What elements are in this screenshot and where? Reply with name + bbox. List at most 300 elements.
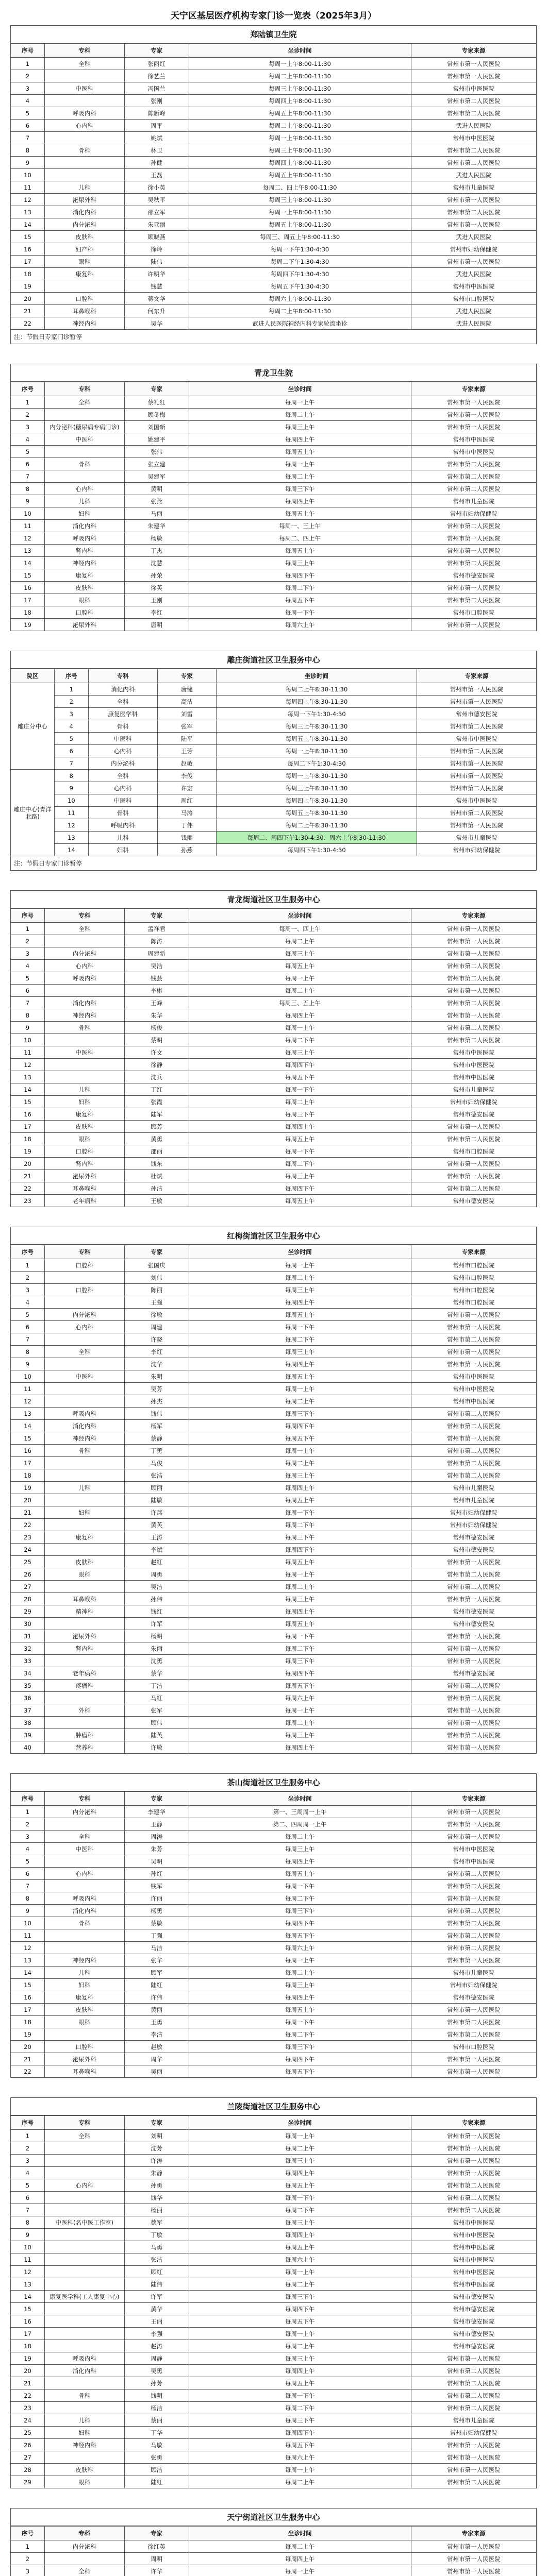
expert-name: 钱军: [124, 1880, 189, 1892]
row-number: 8: [11, 1346, 45, 1358]
table-row: [11, 1071, 537, 1083]
expert-source: 常州市儿童医院: [411, 495, 536, 507]
table-row: [11, 132, 537, 144]
row-number: 26: [11, 2439, 45, 2451]
specialty: 内分泌科: [44, 1806, 124, 1818]
row-number: 30: [11, 1618, 45, 1630]
row-number: 1: [11, 2130, 45, 2142]
expert-name: 吴华: [124, 317, 189, 330]
expert-source: 常州市第二人民医院: [411, 1581, 536, 1593]
expert-name: 许丽: [124, 1892, 189, 1905]
row-number: 23: [11, 1531, 45, 1544]
clinic-time: 每周一下午: [189, 1083, 411, 1096]
specialty: 儿科: [88, 832, 157, 844]
clinic-time: 每周三上午: [189, 1593, 411, 1605]
expert-source: 常州市第二人民医院: [417, 782, 536, 794]
table-row: [11, 757, 537, 770]
row-number: 2: [11, 2142, 45, 2155]
table-row: [11, 683, 537, 696]
expert-name: 冯国兰: [124, 82, 189, 95]
row-number: 20: [11, 1158, 45, 1170]
table-row: [11, 1544, 537, 1556]
table-row: [11, 181, 537, 194]
row-number: 8: [11, 483, 45, 495]
table-row: [11, 2565, 537, 2576]
row-number: 7: [11, 132, 45, 144]
specialty: 全科: [44, 396, 124, 409]
clinic-time: 每周二上午: [189, 2540, 411, 2553]
specialty: 泌尿外科: [44, 619, 124, 631]
expert-source: 常州市第二人民医院: [411, 1942, 536, 1954]
specialty: [44, 1519, 124, 1531]
table-row: [11, 819, 537, 832]
clinic-time: 每周四上午: [189, 1009, 411, 1022]
header-row: [11, 2116, 537, 2130]
clinic-time: 每周一上午: [189, 1383, 411, 1395]
expert-name: 吴明: [124, 1855, 189, 1868]
row-number: 16: [11, 2315, 45, 2328]
expert-name: 孙勇: [124, 2179, 189, 2192]
expert-name: 何东升: [124, 305, 189, 317]
expert-source: 常州市第一人民医院: [411, 1358, 536, 1370]
expert-name: 周涛: [124, 1831, 189, 1843]
expert-name: 陆红: [124, 2476, 189, 2488]
header-row: [11, 44, 537, 58]
expert-source: 常州市第二人民医院: [411, 1133, 536, 1145]
column-header: 专家来源: [417, 669, 536, 683]
expert-source: 常州市第一人民医院: [411, 935, 536, 947]
expert-source: 常州市德安医院: [411, 2303, 536, 2315]
expert-name: 张勇: [124, 2451, 189, 2464]
clinic-time: 每周三下午: [189, 1108, 411, 1121]
table-row: [11, 1593, 537, 1605]
row-number: 15: [11, 1432, 45, 1445]
table-row: [11, 2365, 537, 2377]
expert-name: 许军: [124, 1618, 189, 1630]
specialty: 康复科: [44, 1991, 124, 2004]
specialty: 泌尿外科: [44, 194, 124, 206]
clinic-time: 每周一上午: [189, 1954, 411, 1967]
expert-source: 常州市德安医院: [411, 1544, 536, 1556]
specialty: 中医科: [88, 733, 157, 745]
table-row: [11, 317, 537, 330]
row-number: 9: [11, 495, 45, 507]
row-number: 19: [11, 1482, 45, 1494]
expert-name: 马敏: [124, 2439, 189, 2451]
expert-name: 黄勇: [124, 1133, 189, 1145]
expert-source: 常州市第一人民医院: [411, 985, 536, 997]
expert-name: 钱丽: [157, 832, 216, 844]
clinic-time: 每周二下午: [189, 2028, 411, 2041]
specialty: [44, 935, 124, 947]
expert-name: 吴秋平: [124, 194, 189, 206]
clinic-time: 第一、三周周一上午: [189, 1806, 411, 1818]
row-number: 7: [11, 2204, 45, 2216]
expert-name: 杨明: [124, 1630, 189, 1642]
expert-source: 常州市第一人民医院: [411, 1655, 536, 1667]
expert-name: 马红: [124, 1692, 189, 1704]
table-row: [11, 144, 537, 157]
clinic-time: 每周三下午: [189, 483, 411, 495]
expert-source: 常州市第一人民医院: [411, 2540, 536, 2553]
row-number: 21: [11, 1506, 45, 1519]
expert-name: 朱静: [124, 2167, 189, 2179]
expert-source: 常州市第二人民医院: [411, 1182, 536, 1195]
row-number: 5: [11, 1855, 45, 1868]
table-row: [11, 1642, 537, 1655]
clinic-time: 每周二上午: [189, 2340, 411, 2352]
specialty: [44, 1457, 124, 1469]
clinic-time: 每周二、四上午8:00-11:30: [189, 181, 411, 194]
expert-source: 常州市第一人民医院: [411, 1831, 536, 1843]
column-header: 坐诊时间: [189, 2116, 411, 2130]
section-title: 兰陵街道社区卫生服务中心: [10, 2097, 537, 2115]
row-number: 14: [11, 1083, 45, 1096]
clinic-time: 每周四上午8:30-11:30: [217, 696, 417, 708]
expert-name: 周勇: [124, 1568, 189, 1581]
specialty: 呼吸内科: [44, 532, 124, 545]
expert-source: 常州市第一人民医院: [411, 1309, 536, 1321]
specialty: 妇科: [88, 844, 157, 856]
row-number: 21: [11, 1170, 45, 1182]
specialty: 老年病科: [44, 1195, 124, 1207]
table-row: [11, 2315, 537, 2328]
specialty: [44, 1942, 124, 1954]
expert-name: 刘雷: [157, 708, 216, 720]
clinic-time: 每周四下午: [189, 1059, 411, 1071]
table-row: [11, 1568, 537, 1581]
table-row: [11, 2389, 537, 2402]
expert-source: 武进人民医院: [411, 169, 536, 181]
table-row: [11, 2303, 537, 2315]
row-number: 12: [11, 1942, 45, 1954]
clinic-time: 每周二上午: [189, 1272, 411, 1284]
expert-source: 常州市第一人民医院: [411, 1009, 536, 1022]
row-number: 4: [11, 1296, 45, 1309]
row-number: 16: [11, 243, 45, 256]
specialty: [44, 280, 124, 293]
specialty: 外科: [44, 1704, 124, 1717]
clinic-time: 每周二上午: [189, 985, 411, 997]
expert-source: 常州市第一人民医院: [411, 923, 536, 935]
specialty: 心内科: [44, 960, 124, 972]
hospital-section: [10, 364, 537, 631]
column-header: 专家: [124, 909, 189, 923]
clinic-time: 每周五上午: [189, 2004, 411, 2016]
specialty: 全科: [44, 1831, 124, 1843]
clinic-time: 每周四上午: [189, 1605, 411, 1618]
column-header: 坐诊时间: [189, 1245, 411, 1259]
expert-name: 杜斌: [124, 1170, 189, 1182]
expert-source: 常州市第一人民医院: [411, 1806, 536, 1818]
row-number: 13: [55, 832, 88, 844]
specialty: [44, 1469, 124, 1482]
table-row: [11, 256, 537, 268]
specialty: 口腔科: [44, 1284, 124, 1296]
specialty: 妇科: [44, 1506, 124, 1519]
table-row: [11, 293, 537, 305]
expert-name: 王峰: [124, 997, 189, 1009]
expert-source: 常州市口腔医院: [411, 1272, 536, 1284]
sections-container: [10, 25, 537, 2576]
clinic-time: 每周一上午: [189, 972, 411, 985]
table-row: [11, 2291, 537, 2303]
expert-name: 孙荣: [124, 569, 189, 582]
specialty: [44, 1333, 124, 1346]
expert-source: 武进人民医院: [411, 231, 536, 243]
section-note: 注：节假日专家门诊暂停: [10, 330, 537, 344]
row-number: 15: [11, 1979, 45, 1991]
clinic-time: 第二、四周周一上午: [189, 1818, 411, 1831]
table-row: [11, 2439, 537, 2451]
expert-source: 常州市中医医院: [411, 1071, 536, 1083]
table-row: [11, 696, 537, 708]
row-number: 10: [11, 1034, 45, 1046]
clinic-time: 每周五下午1:30-4:30: [189, 280, 411, 293]
clinic-time: 每周四上午: [189, 1741, 411, 1754]
clinic-time: 每周二下午1:30-4:30: [217, 757, 417, 770]
row-number: 6: [11, 458, 45, 470]
specialty: 耳鼻喉科: [44, 1593, 124, 1605]
table-row: [11, 2278, 537, 2291]
specialty: [44, 2204, 124, 2216]
specialty: [44, 2167, 124, 2179]
row-number: 5: [11, 972, 45, 985]
expert-source: 常州市第一人民医院: [411, 2053, 536, 2065]
expert-source: 常州市中医医院: [417, 794, 536, 807]
expert-name: 吴建军: [124, 470, 189, 483]
expert-name: 赵敏: [157, 757, 216, 770]
expert-name: 蒋文华: [124, 293, 189, 305]
table-row: [11, 1083, 537, 1096]
expert-source: 常州市口腔医院: [411, 1145, 536, 1158]
specialty: [44, 1395, 124, 1408]
row-number: 15: [11, 1096, 45, 1108]
table-row: [11, 745, 537, 757]
expert-name: 张丽红: [124, 58, 189, 70]
row-number: 11: [11, 1046, 45, 1059]
table-row: [11, 2192, 537, 2204]
specialty: 口腔科: [44, 293, 124, 305]
specialty: 骨科: [44, 458, 124, 470]
expert-source: 常州市第一人民医院: [411, 545, 536, 557]
row-number: 10: [11, 1370, 45, 1383]
clinic-time: 每周二下午: [189, 1158, 411, 1170]
expert-source: 常州市第二人民医院: [411, 1568, 536, 1581]
expert-source: 常州市第二人民医院: [411, 1420, 536, 1432]
table-row: [11, 2028, 537, 2041]
schedule-table: [10, 2526, 537, 2576]
expert-source: 常州市第一人民医院: [411, 582, 536, 594]
expert-source: 常州市第一人民医院: [417, 757, 536, 770]
specialty: [44, 2142, 124, 2155]
expert-name: 钱东: [124, 1158, 189, 1170]
column-header: 专家来源: [411, 1792, 536, 1806]
clinic-time: 每周二上午: [189, 1717, 411, 1729]
table-row: [11, 446, 537, 458]
column-header: 序号: [11, 909, 45, 923]
table-row: [11, 243, 537, 256]
column-header: 专家: [124, 382, 189, 396]
row-number: 17: [11, 2004, 45, 2016]
table-row: [11, 1457, 537, 1469]
table-row: [11, 396, 537, 409]
table-row: [11, 1182, 537, 1195]
expert-source: 常州市第二人民医院: [411, 2028, 536, 2041]
specialty: 眼科: [44, 256, 124, 268]
row-number: 4: [11, 2167, 45, 2179]
specialty: 全科: [44, 2565, 124, 2576]
expert-name: 张燕: [124, 495, 189, 507]
expert-name: 刘明: [124, 2130, 189, 2142]
specialty: 妇科: [44, 1979, 124, 1991]
table-row: [11, 1581, 537, 1593]
expert-source: 常州市第一人民医院: [411, 2167, 536, 2179]
clinic-time: 每周四下午: [189, 1667, 411, 1680]
specialty: [44, 2278, 124, 2291]
clinic-time: 每周四上午: [189, 2365, 411, 2377]
expert-name: 刘伟: [124, 1272, 189, 1284]
specialty: 营养科: [44, 1741, 124, 1754]
expert-name: 钱华: [124, 2192, 189, 2204]
row-number: 29: [11, 1605, 45, 1618]
table-row: [11, 1991, 537, 2004]
clinic-time: 每周四上午8:30-11:30: [217, 794, 417, 807]
table-row: [11, 2553, 537, 2565]
header-row: [11, 1245, 537, 1259]
specialty: 皮肤科: [44, 582, 124, 594]
specialty: [44, 2315, 124, 2328]
clinic-time: 每周三上午: [189, 557, 411, 569]
row-number: 13: [11, 2278, 45, 2291]
expert-name: 吴洁: [124, 1581, 189, 1593]
row-number: 12: [11, 2266, 45, 2278]
expert-name: 丁红: [124, 1083, 189, 1096]
expert-name: 徐静: [124, 1059, 189, 1071]
table-row: [11, 2253, 537, 2266]
row-number: 6: [11, 1868, 45, 1880]
clinic-time: 武进人民医院神经内科专家轮流坐诊: [189, 317, 411, 330]
column-header: 专家: [124, 2116, 189, 2130]
clinic-time: 每周二上午: [189, 2476, 411, 2488]
table-row: [11, 1892, 537, 1905]
specialty: [44, 2253, 124, 2266]
table-row: [11, 206, 537, 218]
expert-name: 周静: [124, 2352, 189, 2365]
expert-name: 徐红英: [124, 2540, 189, 2553]
table-row: [11, 1482, 537, 1494]
expert-source: 常州市儿童医院: [411, 1494, 536, 1506]
clinic-time: 每周一下午: [189, 1506, 411, 1519]
clinic-time: 每周二、四上午: [189, 532, 411, 545]
row-number: 9: [11, 157, 45, 169]
clinic-time: 每周六上午: [189, 2253, 411, 2266]
clinic-time: 每周四下午1:30-4:30: [217, 844, 417, 856]
clinic-time: 每周五上午: [189, 1309, 411, 1321]
specialty: 全科: [88, 696, 157, 708]
section-title: 郑陆镇卫生院: [10, 25, 537, 43]
row-number: 4: [11, 433, 45, 446]
clinic-time: 每周二下午: [189, 2204, 411, 2216]
row-number: 18: [11, 2016, 45, 2028]
specialty: 全科: [44, 1346, 124, 1358]
specialty: 骨科: [44, 1022, 124, 1034]
expert-source: 常州市第一人民医院: [417, 819, 536, 832]
specialty: 中医科: [44, 433, 124, 446]
clinic-time: 每周二上午8:00-11:30: [189, 70, 411, 82]
expert-source: 常州市德安医院: [411, 2291, 536, 2303]
clinic-time: 每周六上午8:00-11:30: [189, 293, 411, 305]
table-row: [11, 1655, 537, 1667]
table-row: [11, 70, 537, 82]
column-header: 坐诊时间: [189, 909, 411, 923]
row-number: 12: [11, 1395, 45, 1408]
table-row: [11, 2540, 537, 2553]
expert-source: 常州市德安医院: [411, 1531, 536, 1544]
row-number: 5: [11, 446, 45, 458]
clinic-time: 每周一上午: [189, 2464, 411, 2476]
row-number: 18: [11, 1133, 45, 1145]
row-number: 18: [11, 1469, 45, 1482]
clinic-time: 每周三上午: [189, 421, 411, 433]
row-number: 37: [11, 1704, 45, 1717]
expert-name: 蔡华: [124, 1667, 189, 1680]
row-number: 1: [11, 1806, 45, 1818]
row-number: 5: [55, 733, 88, 745]
row-number: 17: [11, 1457, 45, 1469]
clinic-time: 每周二上午: [189, 1831, 411, 1843]
row-number: 22: [11, 2065, 45, 2078]
clinic-time: 每周五上午: [189, 1133, 411, 1145]
expert-source: 常州市中医医院: [411, 132, 536, 144]
expert-name: 张立建: [124, 458, 189, 470]
expert-name: 吴丽: [124, 2065, 189, 2078]
table-row: [11, 280, 537, 293]
clinic-time: 每周三上午: [189, 1346, 411, 1358]
row-number: 40: [11, 1741, 45, 1754]
table-row: [11, 218, 537, 231]
expert-source: 常州市第一人民医院: [411, 2130, 536, 2142]
row-number: 25: [11, 2427, 45, 2439]
specialty: [44, 1059, 124, 1071]
row-number: 7: [11, 997, 45, 1009]
expert-source: 武进人民医院: [411, 305, 536, 317]
table-row: [11, 557, 537, 569]
specialty: 眼科: [44, 1133, 124, 1145]
expert-source: 常州市第二人民医院: [411, 2365, 536, 2377]
expert-source: 常州市第一人民医院: [411, 2439, 536, 2451]
clinic-time: 每周二上午: [189, 470, 411, 483]
expert-name: 朱亚丽: [124, 218, 189, 231]
clinic-time: 每周三上午: [189, 2352, 411, 2365]
row-number: 21: [11, 305, 45, 317]
expert-name: 李俊: [157, 770, 216, 782]
row-number: 2: [11, 1818, 45, 1831]
row-number: 15: [11, 231, 45, 243]
hospital-section: [10, 2097, 537, 2488]
expert-name: 王芳: [157, 745, 216, 757]
row-number: 4: [11, 960, 45, 972]
table-row: [11, 2352, 537, 2365]
row-number: 2: [11, 70, 45, 82]
expert-name: 邵立军: [124, 206, 189, 218]
expert-name: 钱伟: [124, 1408, 189, 1420]
row-number: 20: [11, 2041, 45, 2053]
expert-source: 常州市中医医院: [411, 2253, 536, 2266]
table-row: [11, 1680, 537, 1692]
header-row: [11, 909, 537, 923]
expert-source: 常州市中医医院: [411, 2229, 536, 2241]
